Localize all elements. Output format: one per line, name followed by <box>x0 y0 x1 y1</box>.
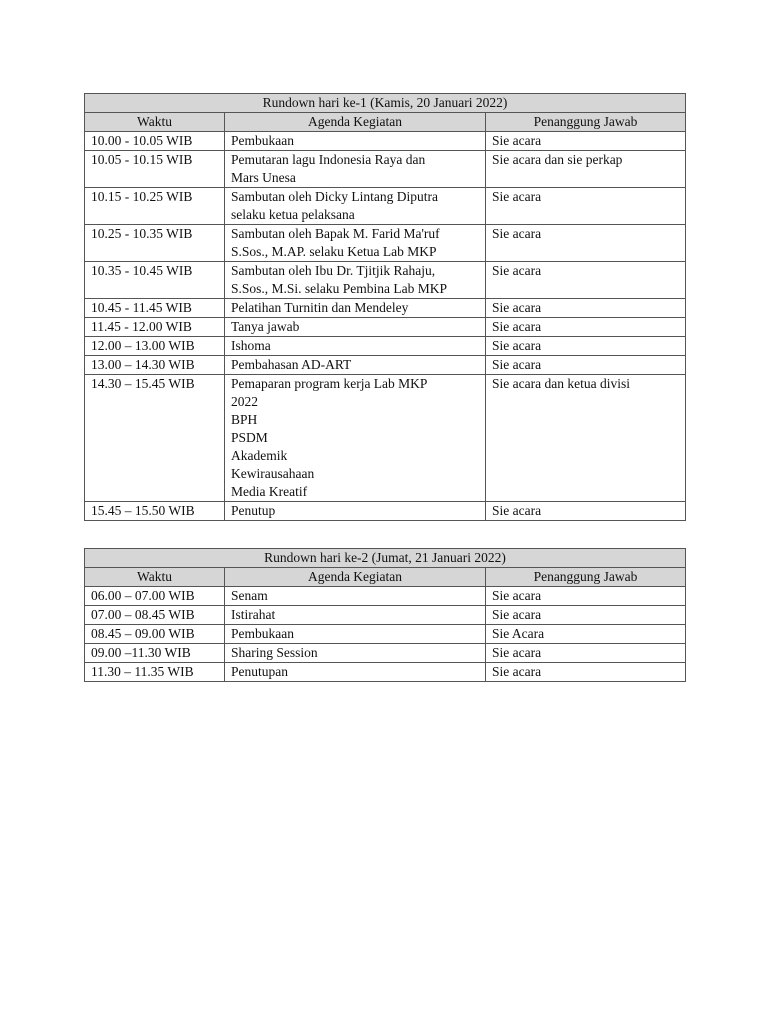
cell-penanggung-jawab: Sie acara <box>486 188 686 225</box>
table-row <box>85 151 686 188</box>
agenda-line: Sharing Session <box>231 645 318 660</box>
agenda-line: Sambutan oleh Dicky Lintang Diputra <box>231 189 438 204</box>
cell-agenda <box>225 262 486 299</box>
cell-agenda <box>225 625 486 644</box>
cell-agenda <box>225 132 486 151</box>
agenda-line: Istirahat <box>231 607 276 622</box>
cell-agenda <box>225 644 486 663</box>
cell-waktu: 08.45 – 09.00 WIB <box>85 625 225 644</box>
cell-penanggung-jawab: Sie acara <box>486 337 686 356</box>
agenda-line: Pemaparan program kerja Lab MKP <box>231 376 428 391</box>
rundown-day-1-table <box>84 93 686 521</box>
agenda-line: Tanya jawab <box>231 319 300 334</box>
cell-waktu: 10.00 - 10.05 WIB <box>85 132 225 151</box>
agenda-line: Akademik <box>231 448 288 463</box>
agenda-line: S.Sos., M.AP. selaku Ketua Lab MKP <box>231 244 437 259</box>
cell-penanggung-jawab: Sie acara <box>486 644 686 663</box>
table-header-row <box>85 568 686 587</box>
table-row <box>85 132 686 151</box>
table-row <box>85 663 686 682</box>
table-row <box>85 375 686 502</box>
cell-penanggung-jawab: Sie acara <box>486 587 686 606</box>
header-penanggung-jawab: Penanggung Jawab <box>486 113 686 132</box>
cell-waktu: 10.15 - 10.25 WIB <box>85 188 225 225</box>
table-row <box>85 644 686 663</box>
cell-waktu: 12.00 – 13.00 WIB <box>85 337 225 356</box>
agenda-line: Sambutan oleh Bapak M. Farid Ma'ruf <box>231 226 440 241</box>
agenda-line: 2022 <box>231 394 258 409</box>
cell-penanggung-jawab: Sie acara <box>486 606 686 625</box>
cell-agenda <box>225 375 486 502</box>
cell-penanggung-jawab: Sie Acara <box>486 625 686 644</box>
agenda-line: PSDM <box>231 430 268 445</box>
agenda-line: Pelatihan Turnitin dan Mendeley <box>231 300 409 315</box>
table-body <box>85 132 686 521</box>
cell-waktu: 09.00 –11.30 WIB <box>85 644 225 663</box>
cell-penanggung-jawab: Sie acara dan ketua divisi <box>486 375 686 502</box>
agenda-line: Penutup <box>231 503 276 518</box>
agenda-line: S.Sos., M.Si. selaku Pembina Lab MKP <box>231 281 448 296</box>
header-agenda-kegiatan: Agenda Kegiatan <box>225 113 486 132</box>
table-caption: Rundown hari ke-1 (Kamis, 20 Januari 2022) <box>85 94 686 113</box>
agenda-line: Ishoma <box>231 338 271 353</box>
cell-penanggung-jawab: Sie acara <box>486 299 686 318</box>
cell-penanggung-jawab: Sie acara <box>486 262 686 299</box>
cell-agenda <box>225 356 486 375</box>
cell-agenda <box>225 318 486 337</box>
cell-waktu: 14.30 – 15.45 WIB <box>85 375 225 502</box>
cell-penanggung-jawab: Sie acara dan sie perkap <box>486 151 686 188</box>
table-row <box>85 606 686 625</box>
cell-waktu: 07.00 – 08.45 WIB <box>85 606 225 625</box>
table-row <box>85 188 686 225</box>
table-row <box>85 587 686 606</box>
agenda-line: Pembukaan <box>231 133 294 148</box>
cell-waktu: 06.00 – 07.00 WIB <box>85 587 225 606</box>
table-row <box>85 356 686 375</box>
cell-agenda <box>225 225 486 262</box>
table-body <box>85 587 686 682</box>
agenda-line: Sambutan oleh Ibu Dr. Tjitjik Rahaju, <box>231 263 436 278</box>
cell-penanggung-jawab: Sie acara <box>486 318 686 337</box>
cell-waktu: 10.45 - 11.45 WIB <box>85 299 225 318</box>
header-waktu: Waktu <box>85 113 225 132</box>
cell-penanggung-jawab: Sie acara <box>486 356 686 375</box>
agenda-line: selaku ketua pelaksana <box>231 207 355 222</box>
table-caption-row <box>85 94 686 113</box>
table-row <box>85 318 686 337</box>
cell-waktu: 11.30 – 11.35 WIB <box>85 663 225 682</box>
agenda-line: Kewirausahaan <box>231 466 315 481</box>
cell-agenda <box>225 587 486 606</box>
table-row <box>85 225 686 262</box>
cell-waktu: 15.45 – 15.50 WIB <box>85 502 225 521</box>
cell-penanggung-jawab: Sie acara <box>486 132 686 151</box>
table-caption-row <box>85 549 686 568</box>
cell-waktu: 10.05 - 10.15 WIB <box>85 151 225 188</box>
agenda-line: Penutupan <box>231 664 288 679</box>
agenda-line: Pemutaran lagu Indonesia Raya dan <box>231 152 426 167</box>
rundown-day-2-table <box>84 548 686 682</box>
header-waktu: Waktu <box>85 568 225 587</box>
table-caption: Rundown hari ke-2 (Jumat, 21 Januari 2022) <box>85 549 686 568</box>
agenda-line: Pembahasan AD-ART <box>231 357 352 372</box>
cell-agenda <box>225 502 486 521</box>
table-row <box>85 337 686 356</box>
table-row <box>85 625 686 644</box>
cell-agenda <box>225 299 486 318</box>
cell-agenda <box>225 606 486 625</box>
cell-waktu: 10.25 - 10.35 WIB <box>85 225 225 262</box>
agenda-line: Media Kreatif <box>231 484 308 499</box>
table-header-row <box>85 113 686 132</box>
cell-agenda <box>225 188 486 225</box>
agenda-line: BPH <box>231 412 258 427</box>
cell-agenda <box>225 151 486 188</box>
cell-waktu: 11.45 - 12.00 WIB <box>85 318 225 337</box>
cell-penanggung-jawab: Sie acara <box>486 225 686 262</box>
agenda-line: Senam <box>231 588 268 603</box>
cell-penanggung-jawab: Sie acara <box>486 502 686 521</box>
cell-agenda <box>225 663 486 682</box>
cell-waktu: 10.35 - 10.45 WIB <box>85 262 225 299</box>
table-row <box>85 299 686 318</box>
cell-agenda <box>225 337 486 356</box>
cell-penanggung-jawab: Sie acara <box>486 663 686 682</box>
header-penanggung-jawab: Penanggung Jawab <box>486 568 686 587</box>
agenda-line: Pembukaan <box>231 626 294 641</box>
agenda-line: Mars Unesa <box>231 170 296 185</box>
table-row <box>85 262 686 299</box>
cell-waktu: 13.00 – 14.30 WIB <box>85 356 225 375</box>
header-agenda-kegiatan: Agenda Kegiatan <box>225 568 486 587</box>
table-row <box>85 502 686 521</box>
